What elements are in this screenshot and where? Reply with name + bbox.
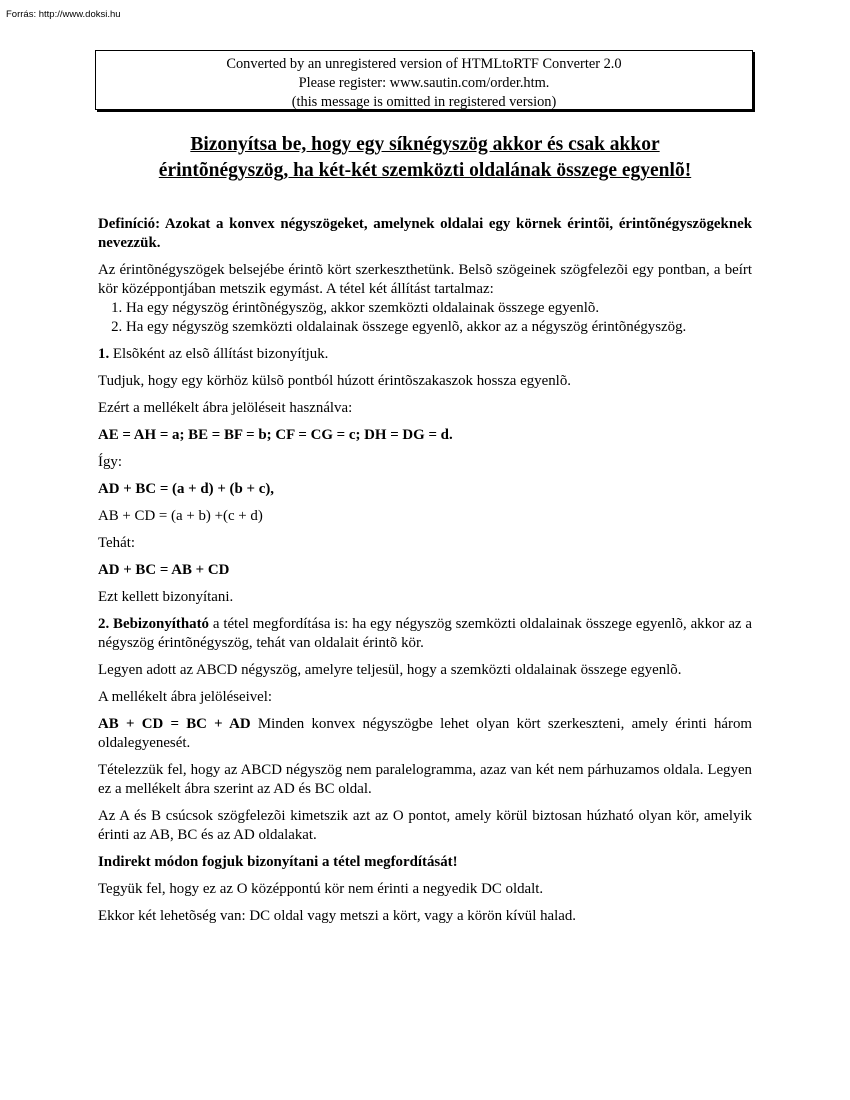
conclusion-paragraph: Ezt kellett bizonyítani. <box>98 589 234 605</box>
equation-1: AE = AH = a; BE = BF = b; CF = CG = c; DH = DG = d. <box>98 427 453 443</box>
equation-5-text: Minden konvex négyszögbe lehet olyan kört szerkeszteni, amely érinti három oldalegyenesét. <box>98 716 752 751</box>
document-body <box>98 215 752 934</box>
equation-5-paragraph <box>98 715 752 753</box>
cases-paragraph: Ekkor két lehetõség van: DC oldal vagy metszi a kört, vagy a körön kívül halad. <box>98 908 577 924</box>
page-title <box>98 132 752 184</box>
claims-list <box>98 299 752 337</box>
part2-text: a tétel megfordítása is: ha egy négyszög szemközti oldalainak összege egyenlõ, akkor az a négyszög érintõnégyszög, tehát van oldalait érintõ kör. <box>98 616 752 651</box>
definition-label: Definíció: <box>98 216 161 232</box>
intro-paragraph: Az érintõnégyszögek belsejébe érintõ kört szerkeszthetünk. Belsõ szögeinek szögfelezõi egy pontban, a beírt kör középpontjában metszik egymást. A tétel két állítást tartalmaz: <box>98 262 752 297</box>
claim-item-2: 2. Ha egy négyszög szemközti oldalainak összege egyenlõ, akkor az a négyszög érintõnégyszög. <box>126 318 752 337</box>
definition-text: Azokat a konvex négyszögeket, amelynek oldalai egy körnek érintõi, érintõnégyszögeknek nevezzük. <box>98 216 752 251</box>
part2-paragraph <box>98 615 752 653</box>
bisectors-paragraph: Az A és B csúcsok szögfelezõi kimetszik azt az O pontot, amely körül biztosan húzható olyan kör, amelyik érinti az AB, BC és az AD oldalakat. <box>98 808 752 843</box>
notation-paragraph: Ezért a mellékelt ábra jelöléseit használva: <box>98 400 353 416</box>
tangent-paragraph: Tudjuk, hogy egy körhöz külsõ pontból húzott érintõszakaszok hossza egyenlõ. <box>98 373 571 389</box>
equation-3: AB + CD = (a + b) +(c + d) <box>98 508 263 524</box>
notation2-paragraph: A mellékelt ábra jelöléseivel: <box>98 689 273 705</box>
source-label: Forrás: http://www.doksi.hu <box>6 9 121 20</box>
suppose-paragraph: Tegyük fel, hogy ez az O középpontú kör nem érinti a negyedik DC oldalt. <box>98 881 544 897</box>
igy-paragraph: Így: <box>98 454 122 470</box>
tehat-paragraph: Tehát: <box>98 535 135 551</box>
part1-number: 1. <box>98 346 110 362</box>
notice-line-1: Converted by an unregistered version of HTMLtoRTF Converter 2.0 <box>226 56 622 72</box>
claim-item-1: 1. Ha egy négyszög érintõnégyszög, akkor szemközti oldalainak összege egyenlõ. <box>126 299 752 318</box>
title-line-1: Bizonyítsa be, hogy egy síknégyszög akkor és csak akkor <box>190 134 660 155</box>
part2-number: 2. <box>98 616 110 632</box>
converter-notice <box>95 50 753 110</box>
part1-paragraph <box>98 345 752 364</box>
notice-line-3: (this message is omitted in registered version) <box>291 94 557 110</box>
equation-2: AD + BC = (a + d) + (b + c), <box>98 481 275 497</box>
notice-line-2: Please register: www.sautin.com/order.htm. <box>298 75 550 91</box>
indirect-paragraph: Indirekt módon fogjuk bizonyítani a tétel megfordítását! <box>98 854 458 870</box>
definition-paragraph <box>98 215 752 253</box>
equation-5: AB + CD = BC + AD <box>98 716 251 732</box>
part1-text: Elsõként az elsõ állítást bizonyítjuk. <box>112 346 329 362</box>
equation-4: AD + BC = AB + CD <box>98 562 230 578</box>
title-line-2: érintõnégyszög, ha két-két szemközti oldalának összege egyenlõ! <box>158 160 692 181</box>
given-paragraph: Legyen adott az ABCD négyszög, amelyre teljesül, hogy a szemközti oldalainak összege egyenlõ. <box>98 662 682 678</box>
assume-paragraph: Tételezzük fel, hogy az ABCD négyszög nem paralelogramma, azaz van két nem párhuzamos oldala. Legyen ez a mellékelt ábra szerint az AD és BC oldal. <box>98 762 752 797</box>
part2-label: Bebizonyítható <box>113 616 209 632</box>
